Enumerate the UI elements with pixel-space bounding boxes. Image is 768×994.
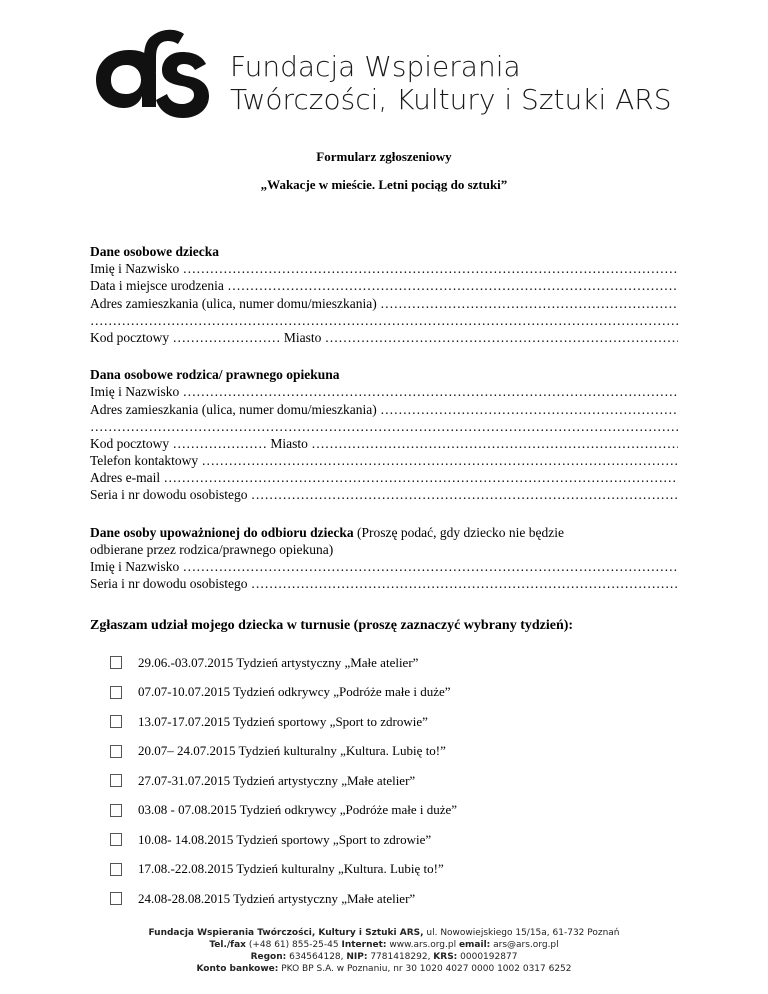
checkbox[interactable] — [110, 892, 122, 905]
parent-address-continuation[interactable] — [90, 418, 678, 435]
authorized-id-field[interactable] — [90, 575, 678, 592]
authorized-name-field[interactable] — [90, 558, 678, 575]
parent-id-field[interactable] — [90, 486, 678, 503]
parent-name-label: Imię i Nazwisko …………………………………………………………………………………………………………………………………………………………… — [90, 384, 678, 399]
turns-list — [110, 648, 670, 914]
footer-org: Fundacja Wspierania Twórczości, Kultury i Sztuki ARS, — [148, 928, 424, 938]
parent-email-label: Adres e-mail …………………………………………………………………………………………………………………………………………………………… — [90, 470, 678, 485]
checkbox[interactable] — [110, 804, 122, 817]
turn-label: 03.08 - 07.08.2015 Tydzień odkrywcy „Podróże małe i duże” — [138, 802, 458, 818]
footer-line4 — [0, 963, 768, 975]
authorized-note: (Proszę podać, gdy dziecko nie będzie — [357, 524, 564, 540]
child-address-label: Adres zamieszkania (ulica, numer domu/mieszkania) …………………………………………………………………………………………………………………………………………………………… — [90, 296, 678, 311]
turn-option[interactable] — [110, 796, 670, 826]
organization-name — [230, 50, 672, 116]
parent-email-field[interactable] — [90, 469, 678, 486]
child-name-label: Imię i Nazwisko …………………………………………………………………………………………………………………………………………………………… — [90, 261, 678, 276]
footer-label: NIP: — [346, 952, 368, 962]
turn-option[interactable] — [110, 737, 670, 767]
turn-label: 13.07-17.07.2015 Tydzień sportowy „Sport to zdrowie” — [138, 713, 428, 729]
footer — [0, 927, 768, 975]
child-section-heading: Dane osobowe dziecka — [90, 244, 219, 259]
footer-line2 — [0, 939, 768, 951]
footer-value: 0000192877 — [457, 952, 518, 962]
footer-line3 — [0, 951, 768, 963]
footer-email[interactable]: ars@ars.org.pl — [490, 940, 559, 950]
footer-bank-account: PKO BP S.A. w Poznaniu, nr 30 1020 4027 0000 1002 0317 6252 — [278, 964, 572, 974]
authorized-name-label: Imię i Nazwisko …………………………………………………………………………………………………………………………………………………………… — [90, 559, 678, 574]
checkbox[interactable] — [110, 863, 122, 876]
child-name-field[interactable] — [90, 260, 678, 277]
form-title: Formularz zgłoszeniowy — [316, 149, 452, 164]
footer-label: Konto bankowe: — [196, 964, 279, 974]
org-name-line2: Twórczości, Kultury i Sztuki ARS — [230, 83, 672, 116]
ars-logo-icon — [90, 22, 222, 122]
authorized-note-continued: odbierane przez rodzica/prawnego opiekuna) — [90, 541, 334, 557]
checkbox[interactable] — [110, 745, 122, 758]
form-subtitle: „Wakacje w mieście. Letni pociąg do sztuki” — [260, 177, 508, 192]
turn-label: 27.07-31.07.2015 Tydzień artystyczny „Małe atelier” — [138, 772, 416, 788]
parent-section-heading: Dana osobowe rodzica/ prawnego opiekuna — [90, 367, 340, 383]
turn-label: 20.07– 24.07.2015 Tydzień kulturalny „Kultura. Lubię to!” — [138, 743, 446, 759]
turns-heading: Zgłaszam udział mojego dziecka w turnusie (proszę zaznaczyć wybrany tydzień): — [90, 618, 574, 633]
checkbox[interactable] — [110, 833, 122, 846]
child-postal-city-field[interactable] — [90, 329, 678, 346]
turn-label: 29.06.-03.07.2015 Tydzień artystyczny „Małe atelier” — [138, 654, 419, 670]
child-address-continuation[interactable] — [90, 312, 678, 329]
child-city-label: Miasto …………………………………………………………………………………………………………………………………………………………… — [284, 330, 678, 345]
checkbox[interactable] — [110, 715, 122, 728]
child-birth-field[interactable] — [90, 277, 678, 294]
footer-label: Regon: — [250, 952, 287, 962]
dotted-line — [90, 313, 678, 328]
parent-id-label: Seria i nr dowodu osobistego …………………………………………………………………………………………………………………………………………………………… — [90, 487, 678, 502]
footer-label: Internet: — [341, 940, 387, 950]
turn-option[interactable] — [110, 707, 670, 737]
turn-option[interactable] — [110, 884, 670, 914]
turn-option[interactable] — [110, 855, 670, 885]
footer-line1 — [0, 927, 768, 939]
parent-postal-city-field[interactable] — [90, 435, 678, 452]
footer-website[interactable]: www.ars.org.pl — [386, 940, 459, 950]
child-birth-label: Data i miejsce urodzenia …………………………………………………………………………………………………………………………………………………………… — [90, 278, 678, 293]
form-body — [90, 243, 678, 592]
footer-label: email: — [458, 940, 491, 950]
authorized-section-heading — [90, 524, 678, 541]
authorized-heading-text: Dane osoby upoważnionej do odbioru dziecka — [90, 524, 354, 540]
turn-label: 07.07-10.07.2015 Tydzień odkrywcy „Podróże małe i duże” — [138, 684, 451, 700]
turn-option[interactable] — [110, 648, 670, 678]
turn-option[interactable] — [110, 825, 670, 855]
dotted-line — [90, 419, 678, 434]
footer-label: KRS: — [433, 952, 458, 962]
child-address-field[interactable] — [90, 295, 678, 312]
footer-value: 7781418292, — [367, 952, 434, 962]
checkbox[interactable] — [110, 656, 122, 669]
parent-address-field[interactable] — [90, 401, 678, 418]
footer-value: 634564128, — [286, 952, 347, 962]
turn-label: 24.08-28.08.2015 Tydzień artystyczny „Małe atelier” — [138, 890, 416, 906]
turn-option[interactable] — [110, 678, 670, 708]
parent-phone-label: Telefon kontaktowy …………………………………………………………………………………………………………………………………………………………… — [90, 453, 678, 468]
footer-phone: (+48 61) 855-25-45 — [245, 940, 342, 950]
footer-address: ul. Nowowiejskiego 15/15a, 61-732 Poznań — [423, 928, 620, 938]
checkbox[interactable] — [110, 686, 122, 699]
org-name-line1: Fundacja Wspierania — [230, 50, 521, 83]
turn-label: 10.08- 14.08.2015 Tydzień sportowy „Sport to zdrowie” — [138, 831, 432, 847]
turn-option[interactable] — [110, 766, 670, 796]
footer-label: Tel./fax — [209, 940, 246, 950]
parent-phone-field[interactable] — [90, 452, 678, 469]
parent-address-label: Adres zamieszkania (ulica, numer domu/mieszkania) …………………………………………………………………………………………………………………………………………………………… — [90, 402, 678, 417]
header — [90, 22, 690, 127]
parent-name-field[interactable] — [90, 383, 678, 400]
parent-city-label: Miasto …………………………………………………………………………………………………………………………………………………………… — [270, 436, 678, 451]
turn-label: 17.08.-22.08.2015 Tydzień kulturalny „Kultura. Lubię to!” — [138, 861, 444, 877]
checkbox[interactable] — [110, 774, 122, 787]
parent-postal-label: Kod pocztowy ………………… — [90, 435, 267, 451]
child-postal-label: Kod pocztowy …………………… — [90, 329, 281, 345]
authorized-id-label: Seria i nr dowodu osobistego …………………………………………………………………………………………………………………………………………………………… — [90, 576, 678, 591]
